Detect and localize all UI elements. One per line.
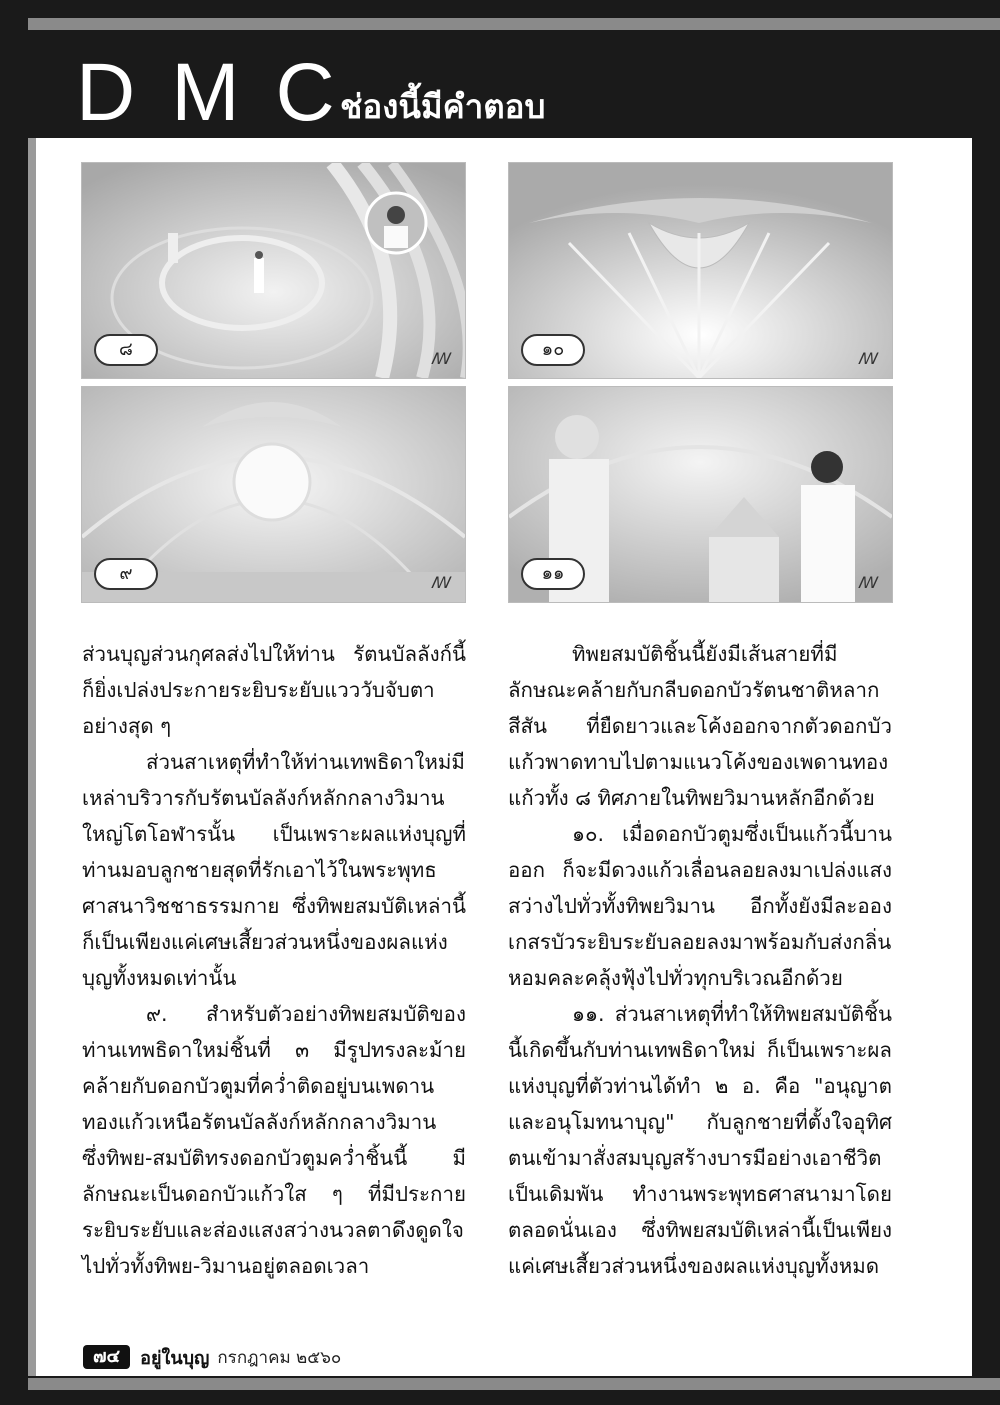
photo-number-badge: ๑๑ [521, 558, 585, 590]
paragraph: ๑๑. ส่วนสาเหตุที่ทำให้ทิพยสมบัติชิ้นนี้เกิดขึ้นกับท่านเทพธิดาใหม่ ก็เป็นเพราะผลแห่งบุญที่ตัวท่านได้ทำ ๒ อ. คือ "อนุญาตและอนุโมทนาบุญ" กับลูกชายที่ตั้งใจอุทิศตนเข้ามาสั่งสมบุญสร้างบารมีอย่างเอาชีวิตเป็นเดิมพัน ทำงานพระพุทธศาสนามาโดยตลอดนั่นเอง ซึ่งทิพยสมบัติเหล่านี้เป็นเพียงแค่เศษเสี้ยวส่วนหนึ่งของผลแห่งบุญทั้งหมด [508, 1002, 892, 1278]
brand-title: DMC [76, 47, 371, 138]
issue-date: กรกฎาคม ๒๕๖๐ [217, 1347, 342, 1368]
section-title: ช่องนี้มีคำตอบ [340, 87, 546, 126]
paragraph: ส่วนสาเหตุที่ทำให้ท่านเทพธิดาใหม่มีเหล่าบริวารกับรัตนบัลลังก์หลักกลางวิมานใหญ่โตโอฬารนั้น เป็นเพราะผลแห่งบุญที่ท่านมอบลูกชายสุดที่รักเอาไว้ในพระพุทธศาสนาวิชชาธรรมกาย ซึ่งทิพยสมบัติเหล่านี้ก็เป็นเพียงแค่เศษเสี้ยวส่วนหนึ่งของผลแห่งบุญทั้งหมดเท่านั้น [82, 750, 466, 990]
left-text-column [82, 636, 466, 1284]
watermark-logo: ꟿ [858, 349, 878, 368]
watermark-logo: ꟿ [431, 573, 451, 592]
paragraph: ๙. สำหรับตัวอย่างทิพยสมบัติของท่านเทพธิดาใหม่ชิ้นที่ ๓ มีรูปทรงละม้ายคล้ายกับดอกบัวตูมที่คว่ำติดอยู่บนเพดานทองแก้วเหนือรัตนบัลลังก์หลักกลางวิมาน ซึ่งทิพย-สมบัติทรงดอกบัวตูมคว่ำชิ้นนี้ มีลักษณะเป็นดอกบัวแก้วใส ๆ ที่มีประกายระยิบระยับและส่องแสงสว่างนวลตาดึงดูดใจไปทั่วทั้งทิพย-วิมานอยู่ตลอดเวลา [82, 1002, 466, 1278]
photo-number-badge: ๙ [94, 558, 158, 590]
watermark-logo: ꟿ [431, 349, 451, 368]
page-footer [83, 1344, 341, 1370]
photo-9 [81, 386, 466, 603]
paragraph: ๑๐. เมื่อดอกบัวตูมซึ่งเป็นแก้วนี้บานออก ก็จะมีดวงแก้วเลื่อนลอยลงมาเปล่งแสงสว่างไปทั่วทั้งทิพยวิมาน อีกทั้งยังมีละอองเกสรบัวระยิบระยับลอยลงมาพร้อมกับส่งกลิ่นหอมคละคลุ้งฟุ้งไปทั่วทุกบริเวณอีกด้วย [508, 822, 892, 990]
paragraph: ทิพยสมบัติชิ้นนี้ยังมีเส้นสายที่มีลักษณะคล้ายกับกลีบดอกบัวรัตนชาติหลากสีสัน ที่ยืดยาวและโค้งออกจากตัวดอกบัวแก้วพาดทาบไปตามแนวโค้งของเพดานทองแก้วทั้ง ๘ ทิศภายในทิพยวิมานหลักอีกด้วย [508, 642, 892, 810]
photo-number-badge: ๑๐ [521, 334, 585, 366]
photo-number-badge: ๘ [94, 334, 158, 366]
photo-10 [508, 162, 893, 379]
left-page-edge [28, 138, 36, 1376]
right-text-column [508, 636, 892, 1284]
page-number: ๗๔ [83, 1345, 130, 1369]
photo-11 [508, 386, 893, 603]
magazine-name: อยู่ในบุญ [140, 1347, 210, 1369]
top-bar [28, 18, 1000, 30]
photo-8 [81, 162, 466, 379]
paragraph: ส่วนบุญส่วนกุศลส่งไปให้ท่าน รัตนบัลลังก์นี้ก็ยิ่งเปล่งประกายระยิบระยับแวววับจับตาอย่างสุด ๆ [82, 642, 466, 738]
bottom-bar [28, 1378, 1000, 1390]
watermark-logo: ꟿ [858, 573, 878, 592]
